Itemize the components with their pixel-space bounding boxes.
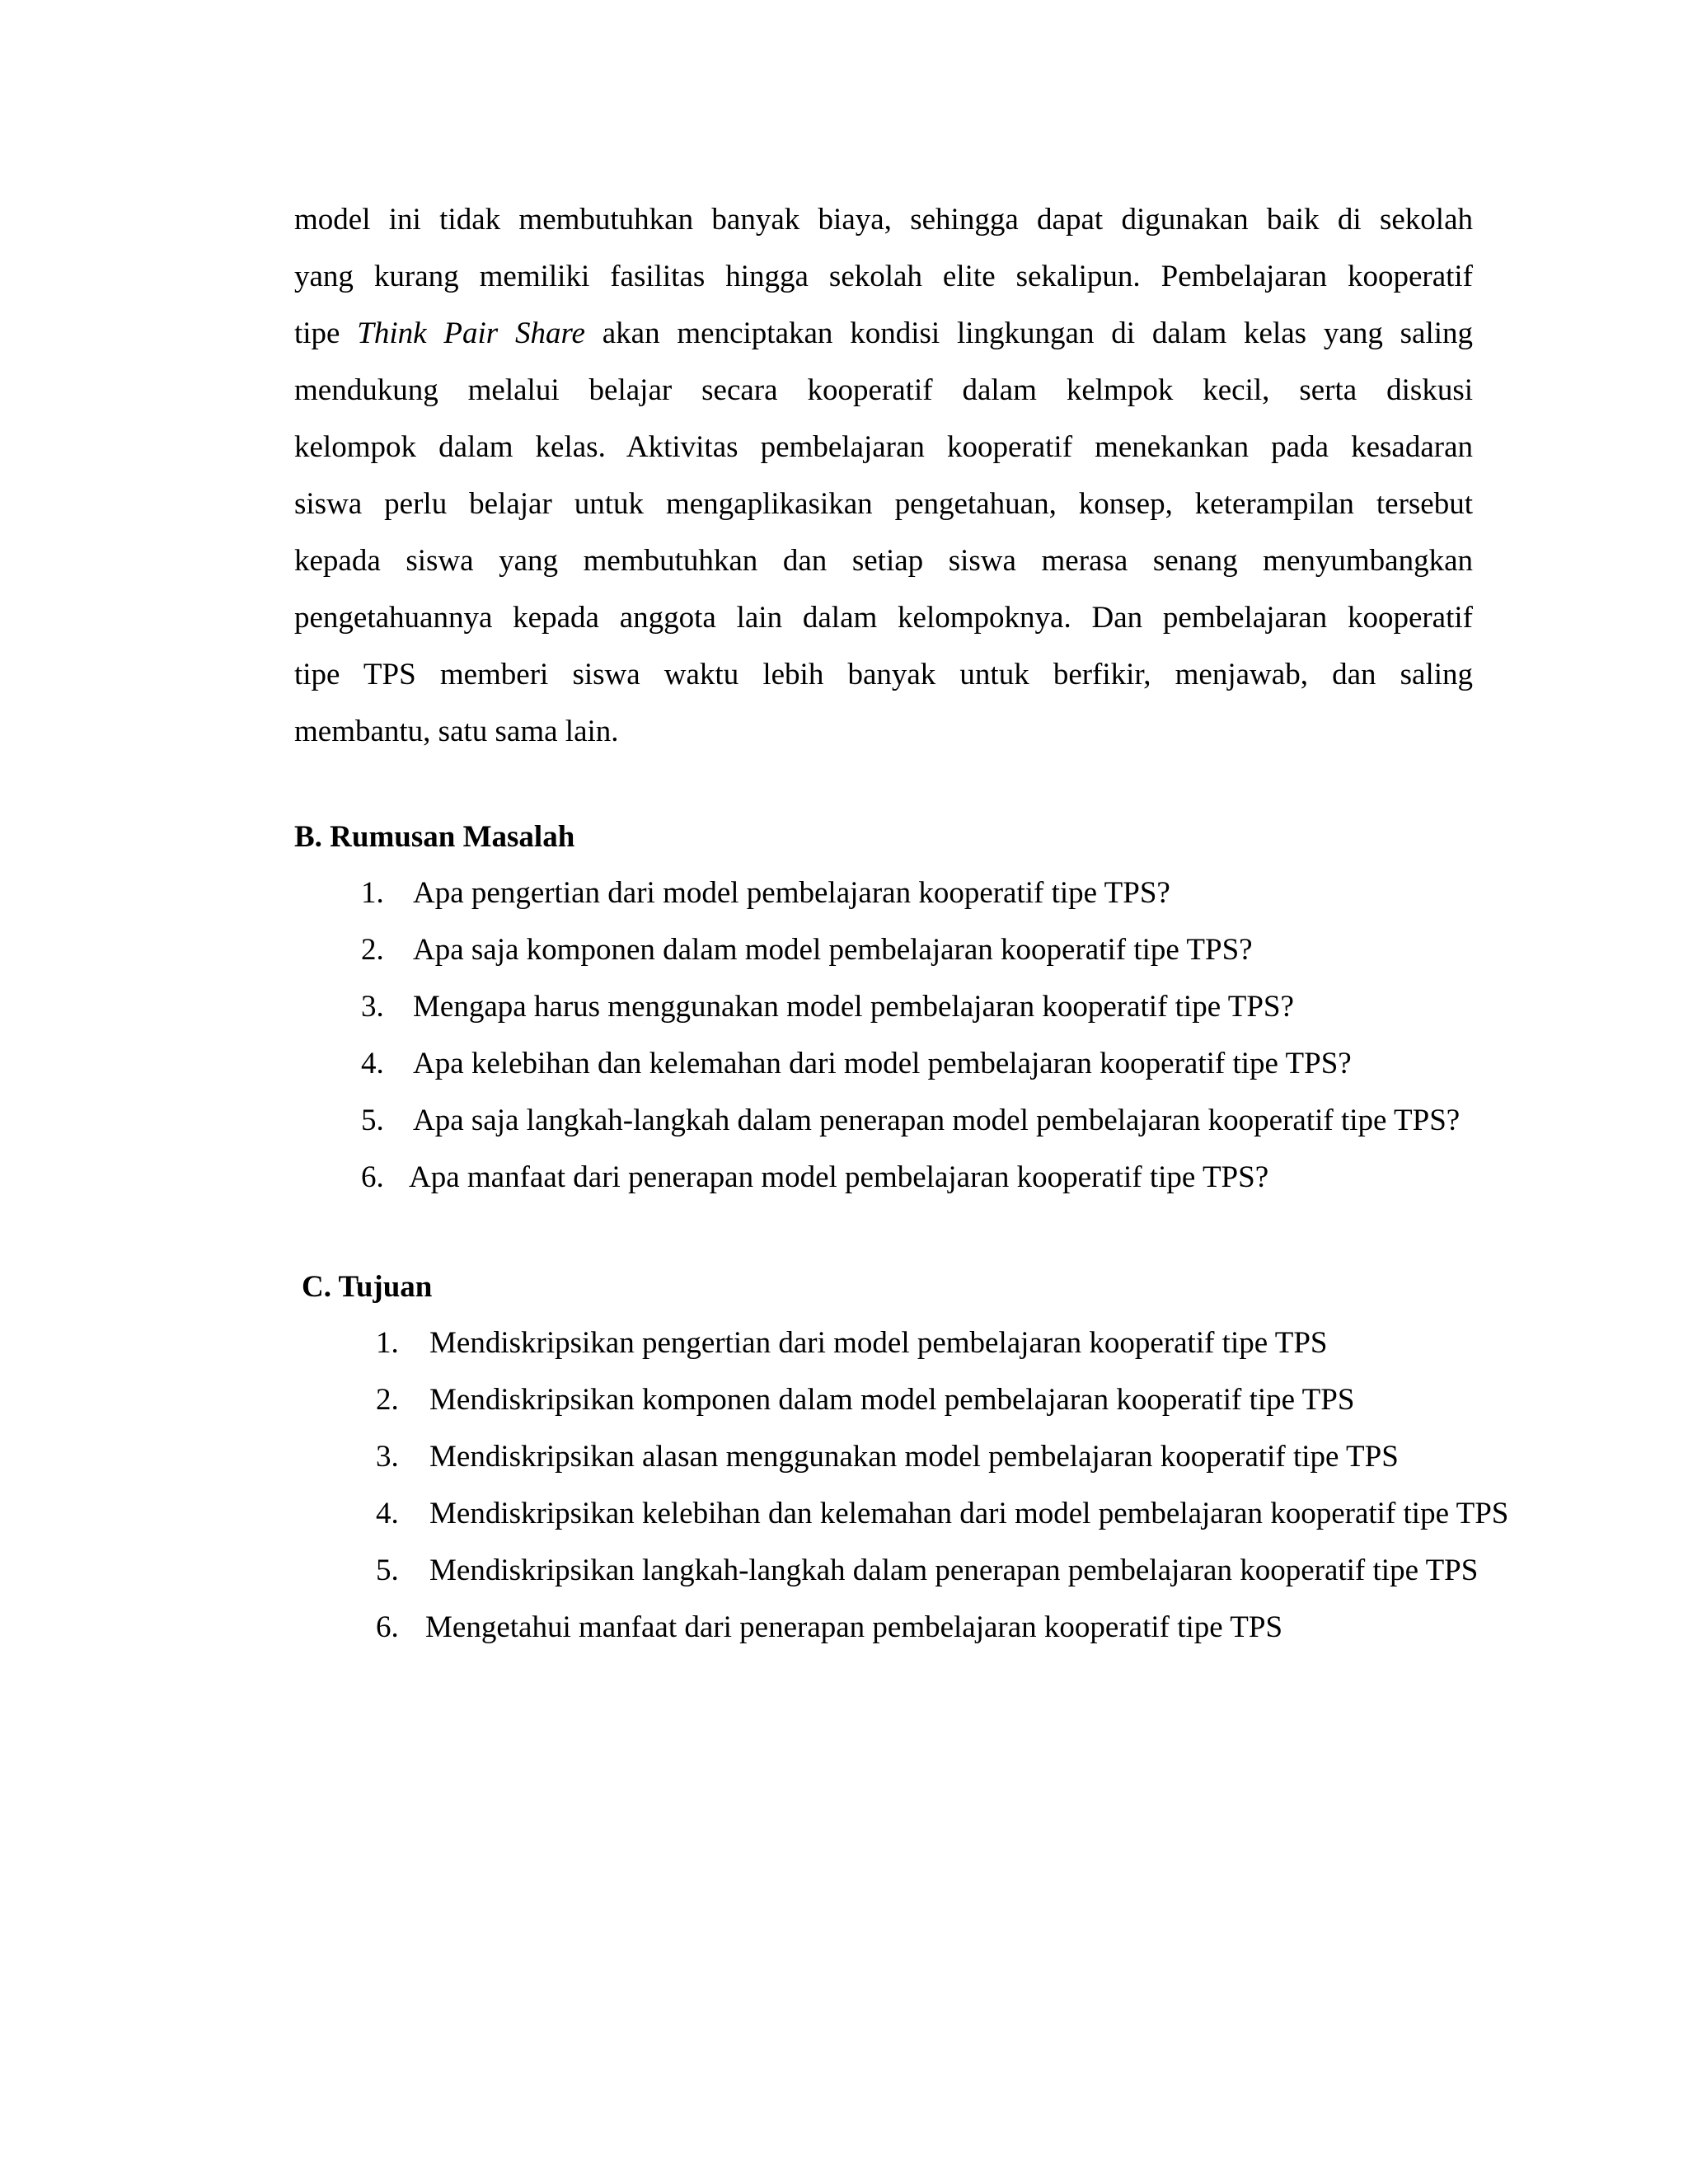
item-text: Apa saja langkah-langkah dalam penerapan model pembelajaran kooperatif tipe TPS? (413, 1104, 1461, 1137)
item-number: 6. (376, 1610, 399, 1644)
paragraph-line: siswa perlu belajar untuk mengaplikasikan pengetahuan, konsep, keterampilan tersebut (294, 487, 1473, 521)
item-text: Mendiskripsikan pengertian dari model pembelajaran kooperatif tipe TPS (429, 1326, 1328, 1360)
item-number: 2. (361, 933, 384, 967)
item-number: 4. (376, 1497, 399, 1530)
item-number: 5. (376, 1554, 399, 1587)
item-number: 2. (376, 1383, 399, 1417)
rumusan-masalah-list (361, 877, 1548, 1218)
tujuan-list (376, 1327, 1612, 1668)
list-item (376, 1441, 1612, 1497)
italic-term: Think Pair Share (357, 316, 585, 350)
list-item (361, 877, 1548, 934)
item-text: Apa saja komponen dalam model pembelajaran kooperatif tipe TPS? (413, 933, 1253, 967)
item-number: 5. (361, 1104, 384, 1137)
item-text: Mendiskripsikan komponen dalam model pembelajaran kooperatif tipe TPS (429, 1383, 1355, 1417)
item-text: Apa pengertian dari model pembelajaran kooperatif tipe TPS? (413, 876, 1170, 910)
paragraph-text: tipe (294, 316, 358, 350)
list-item (376, 1384, 1612, 1441)
section-b-heading: B. Rumusan Masalah (294, 820, 575, 854)
list-item (361, 1047, 1548, 1104)
paragraph-line: yang kurang memiliki fasilitas hingga sekolah elite sekalipun. Pembelajaran kooperatif (294, 260, 1473, 293)
item-number: 3. (376, 1440, 399, 1474)
paragraph-line: kelompok dalam kelas. Aktivitas pembelajaran kooperatif menekankan pada kesadaran (294, 430, 1473, 464)
paragraph-text: akan menciptakan kondisi lingkungan di dalam kelas yang saling (584, 316, 1474, 350)
paragraph-line: kepada siswa yang membutuhkan dan setiap siswa merasa senang menyumbangkan (294, 544, 1473, 578)
paragraph-line: tipe TPS memberi siswa waktu lebih banyak untuk berfikir, menjawab, dan saling (294, 658, 1473, 691)
body-paragraph (294, 191, 1473, 760)
list-item (361, 1161, 1548, 1218)
list-item (376, 1327, 1612, 1384)
paragraph-line: mendukung melalui belajar secara kooperatif dalam kelmpok kecil, serta diskusi (294, 373, 1473, 407)
item-number: 4. (361, 1047, 384, 1080)
list-item (361, 991, 1548, 1047)
paragraph-line: model ini tidak membutuhkan banyak biaya, sehingga dapat digunakan baik di sekolah (294, 203, 1473, 237)
item-text: Apa manfaat dari penerapan model pembelajaran kooperatif tipe TPS? (409, 1160, 1269, 1194)
list-item (361, 934, 1548, 991)
item-text: Mengetahui manfaat dari penerapan pembelajaran kooperatif tipe TPS (425, 1610, 1283, 1644)
list-item (376, 1611, 1612, 1668)
item-number: 1. (361, 876, 384, 910)
paragraph-line (294, 305, 1473, 362)
item-text: Mendiskripsikan langkah-langkah dalam penerapan pembelajaran kooperatif tipe TPS (429, 1554, 1479, 1587)
paragraph-line: pengetahuannya kepada anggota lain dalam kelompoknya. Dan pembelajaran kooperatif (294, 601, 1473, 635)
list-item (376, 1554, 1612, 1611)
item-text: Apa kelebihan dan kelemahan dari model pembelajaran kooperatif tipe TPS? (413, 1047, 1352, 1080)
section-c-heading: C. Tujuan (302, 1270, 433, 1304)
list-item (361, 1104, 1548, 1161)
item-text: Mendiskripsikan alasan menggunakan model pembelajaran kooperatif tipe TPS (429, 1440, 1399, 1474)
list-item (376, 1497, 1612, 1554)
item-text: Mengapa harus menggunakan model pembelajaran kooperatif tipe TPS? (413, 990, 1294, 1024)
paragraph-line: membantu, satu sama lain. (294, 715, 619, 748)
item-number: 1. (376, 1326, 399, 1360)
item-number: 6. (361, 1160, 384, 1194)
item-text: Mendiskripsikan kelebihan dan kelemahan dari model pembelajaran kooperatif tipe TPS (429, 1497, 1509, 1530)
item-number: 3. (361, 990, 384, 1024)
